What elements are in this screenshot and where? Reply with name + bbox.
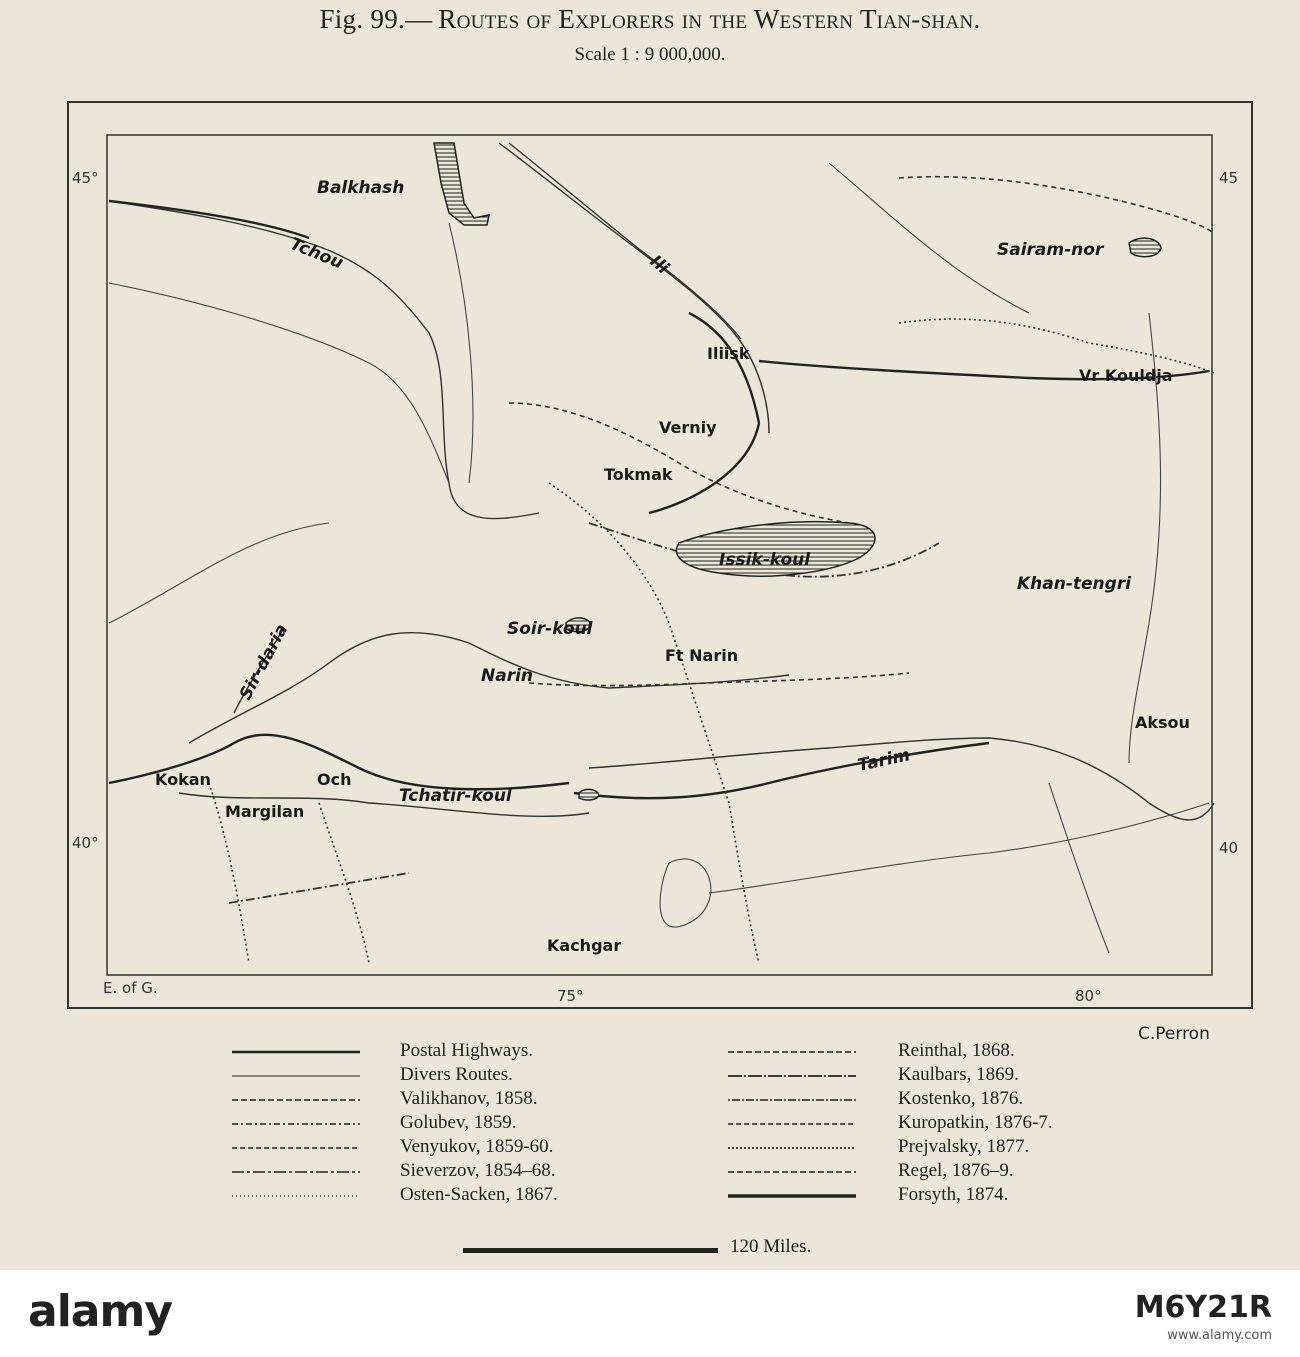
legend-label: Regel, 1876–9. (898, 1160, 1014, 1181)
divers-route (449, 223, 473, 483)
legend-line-sample (232, 1068, 362, 1082)
legend-line-sample (232, 1116, 362, 1130)
label-soir-koul: Soir-koul (507, 619, 593, 639)
label-margilan: Margilan (225, 802, 305, 821)
legend-line-sample (728, 1068, 858, 1082)
legend-label: Postal Highways. (400, 1040, 533, 1061)
coord-80: 80° (1075, 987, 1102, 1005)
legend-label: Forsyth, 1874. (898, 1184, 1009, 1205)
explorer-route (229, 873, 409, 903)
label-khan-tengri: Khan-tengri (1017, 574, 1132, 594)
label-balkhash: Balkhash (317, 178, 405, 198)
divers-route (709, 803, 1209, 893)
scale-bar-line (463, 1248, 718, 1253)
lake-balkhash (434, 143, 489, 225)
legend-label: Sieverzov, 1854–68. (400, 1160, 556, 1181)
coord-meridian: E. of G. (103, 979, 158, 997)
lake-tchatir-koul (579, 789, 599, 800)
label-aksou: Aksou (1135, 713, 1190, 732)
divers-route (109, 283, 449, 483)
divers-route (1049, 783, 1109, 953)
label-sir-daria: Sir-daria (235, 620, 293, 704)
label-kachgar: Kachgar (547, 936, 622, 955)
divers-route (660, 859, 711, 927)
coord-75: 75° (557, 987, 584, 1005)
divers-route (829, 163, 1029, 313)
legend-label: Venyukov, 1859-60. (400, 1136, 554, 1157)
ili-river-bank (509, 143, 741, 339)
legend-label: Golubev, 1859. (400, 1112, 517, 1133)
figure-title-text: Routes of Explorers in the Western Tian-shan. (438, 4, 981, 34)
legend-line-sample (728, 1044, 858, 1058)
legend-line-sample (728, 1116, 858, 1130)
legend-line-sample (232, 1164, 362, 1178)
coord-45-right: 45 (1219, 169, 1239, 187)
divers-route (109, 523, 329, 623)
explorer-route (319, 803, 369, 963)
legend-label: Kuropatkin, 1876-7. (898, 1112, 1053, 1133)
label-ft-narin: Ft Narin (665, 646, 739, 665)
label-tokmak: Tokmak (604, 465, 673, 484)
legend-line-sample (728, 1092, 858, 1106)
label-tarim: Tarim (855, 745, 912, 776)
legend-label: Kostenko, 1876. (898, 1088, 1024, 1109)
explorer-route (529, 673, 909, 686)
ili-river (499, 143, 769, 433)
legend-label: Osten-Sacken, 1867. (400, 1184, 558, 1205)
postal-highway (109, 201, 309, 238)
watermark-url: www.alamy.com (1167, 1328, 1272, 1343)
legend-label: Reinthal, 1868. (898, 1040, 1015, 1061)
legend-line-sample (728, 1140, 858, 1154)
legend-label: Prejvalsky, 1877. (898, 1136, 1030, 1157)
legend-line-sample (232, 1092, 362, 1106)
watermark-strip (0, 1270, 1300, 1357)
coord-45-left: 45° (72, 169, 99, 187)
label-iliisk: Iliisk (707, 344, 750, 363)
legend-line-sample (232, 1188, 362, 1202)
label-verniy: Verniy (659, 418, 717, 437)
label-narin: Narin (481, 666, 534, 686)
coord-40-right: 40 (1219, 839, 1239, 857)
figure-number: Fig. 99.— (319, 4, 433, 34)
engraver-credit: C.Perron (1138, 1024, 1210, 1044)
explorer-route (899, 319, 1214, 373)
label-och: Och (317, 770, 352, 789)
coord-40-left: 40° (72, 834, 99, 852)
map-canvas (69, 103, 1251, 1007)
lake-sairam-nor (1129, 238, 1161, 257)
watermark-image-id: M6Y21R (1134, 1290, 1272, 1325)
legend-line-sample (728, 1164, 858, 1178)
legend-line-sample (232, 1044, 362, 1058)
legend-label: Divers Routes. (400, 1064, 513, 1085)
watermark-logo: alamy (28, 1286, 172, 1337)
label-sairam-nor: Sairam-nor (997, 240, 1104, 260)
legend-label: Valikhanov, 1858. (400, 1088, 538, 1109)
label-issik-koul: Issik-koul (719, 550, 811, 570)
label-tchatir-koul: Tchatir-koul (399, 786, 512, 806)
figure-title (0, 4, 1300, 35)
label-ili: Ili (645, 251, 673, 279)
explorer-route (899, 177, 1214, 233)
label-kouldja: Vr Kouldja (1079, 366, 1173, 385)
label-kokan: Kokan (155, 770, 211, 789)
legend-line-sample (232, 1140, 362, 1154)
map-frame (67, 101, 1253, 1009)
legend-label: Kaulbars, 1869. (898, 1064, 1019, 1085)
legend-line-sample (728, 1188, 858, 1202)
map-scale: Scale 1 : 9 000,000. (574, 44, 726, 65)
legend (232, 1040, 1132, 1260)
scale-bar-label: 120 Miles. (730, 1236, 812, 1257)
label-tchou: Tchou (287, 234, 346, 274)
